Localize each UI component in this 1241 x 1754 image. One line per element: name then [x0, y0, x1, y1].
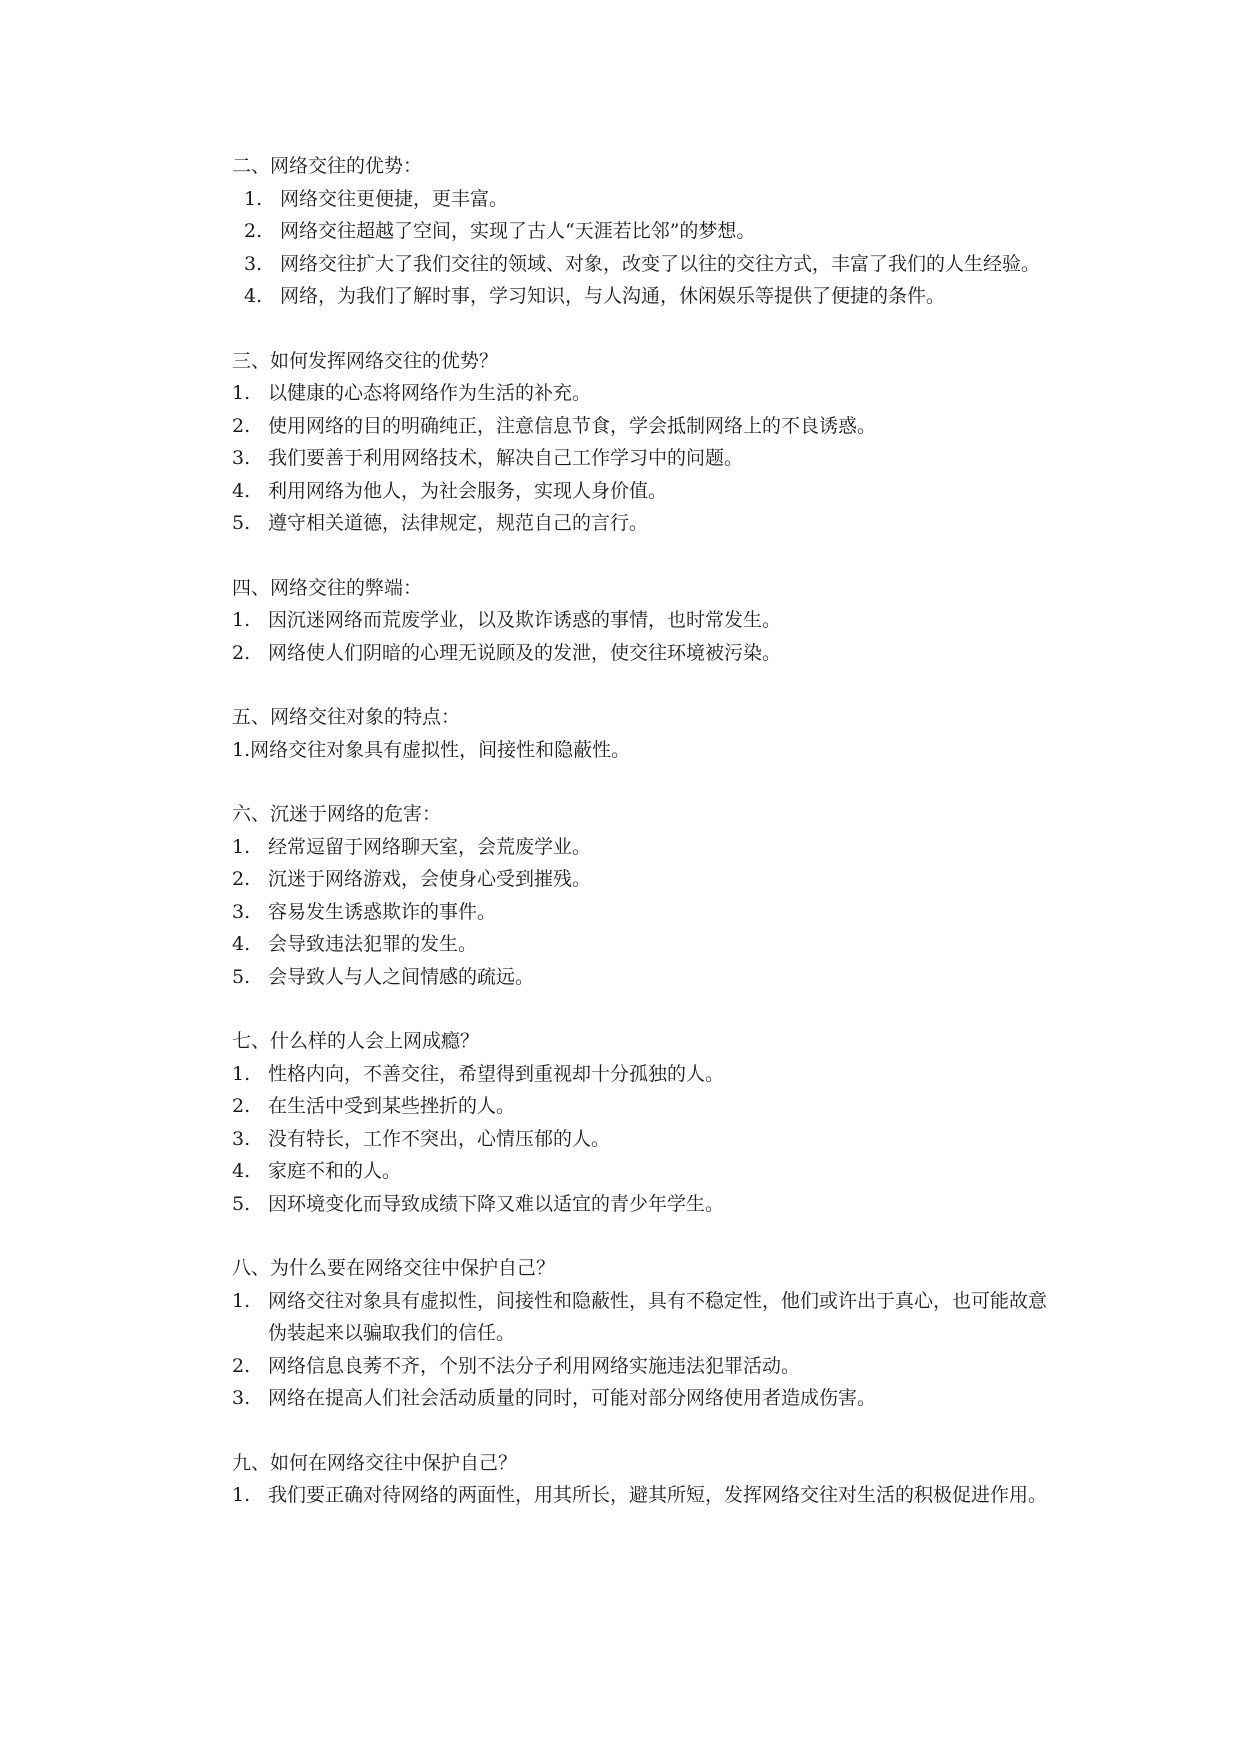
item-text: 网络使人们阴暗的心理无说顾及的发泄，使交往环境被污染。 [268, 641, 782, 664]
section-addiction-prone [232, 1025, 1062, 1220]
section-heading: 八、为什么要在网络交往中保护自己？ [232, 1257, 556, 1279]
section-heading: 六、沉迷于网络的危害： [232, 803, 442, 825]
section-advantages [232, 150, 1062, 313]
list-item [232, 248, 1062, 281]
item-number: 1. [232, 1484, 251, 1506]
section-heading: 七、什么样的人会上网成瘾？ [232, 1030, 480, 1052]
item-text: 家庭不和的人。 [268, 1160, 402, 1182]
item-number: 2. [232, 1354, 251, 1377]
list-item [232, 442, 1062, 475]
item-text: 没有特长，工作不突出，心情压郁的人。 [268, 1127, 611, 1150]
item-text: 以健康的心态将网络作为生活的补充。 [268, 382, 592, 404]
item-text: 我们要正确对待网络的两面性，用其所长，避其所短，发挥网络交往对生活的积极促进作用。 [268, 1484, 1048, 1506]
list-item [232, 1188, 1062, 1221]
item-number: 4. [244, 285, 263, 307]
item-text: 网络交往超越了空间，实现了古人“天涯若比邻”的梦想。 [280, 220, 756, 242]
item-number: 2. [232, 868, 251, 890]
item-text: 容易发生诱惑欺诈的事件。 [268, 900, 497, 923]
plain-item-text: 1.网络交往对象具有虚拟性，间接性和隐蔽性。 [232, 738, 631, 761]
item-text: 网络交往扩大了我们交往的领域、对象，改变了以往的交往方式，丰富了我们的人生经验。 [280, 252, 1041, 275]
list-item [232, 863, 1062, 896]
list-item [232, 1155, 1062, 1188]
item-number: 1. [232, 609, 251, 631]
section-heading: 五、网络交往对象的特点： [232, 706, 461, 728]
list-item [232, 1350, 1062, 1383]
list-item [232, 1382, 1062, 1415]
section-heading: 三、如何发挥网络交往的优势？ [232, 349, 499, 372]
list-item [232, 183, 1062, 216]
list-item [232, 215, 1062, 248]
item-number: 2. [232, 414, 251, 437]
list-item [232, 410, 1062, 443]
section-target-traits [232, 701, 1062, 766]
item-number: 1. [244, 187, 263, 210]
section-how-protect [232, 1447, 1062, 1512]
list-item [232, 475, 1062, 508]
item-text: 因沉迷网络而荒废学业，以及欺诈诱惑的事情，也时常发生。 [268, 609, 782, 631]
section-heading: 九、如何在网络交往中保护自己？ [232, 1451, 518, 1474]
item-text: 沉迷于网络游戏，会使身心受到摧残。 [268, 868, 592, 890]
list-item [232, 1123, 1062, 1156]
list-item [232, 1090, 1062, 1123]
item-number: 5. [232, 1192, 251, 1215]
item-number: 4. [232, 479, 251, 502]
list-item [232, 377, 1062, 410]
section-how-to-use-advantages [232, 345, 1062, 540]
item-number: 2. [244, 220, 263, 242]
section-heading: 四、网络交往的弊端： [232, 576, 423, 599]
list-item [232, 831, 1062, 864]
item-number: 3. [232, 900, 251, 923]
item-text: 遵守相关道德，法律规定，规范自己的言行。 [268, 512, 649, 534]
item-text: 网络交往更便捷，更丰富。 [280, 187, 509, 210]
item-number: 1. [232, 382, 251, 404]
item-text: 经常逗留于网络聊天室，会荒废学业。 [268, 835, 592, 858]
item-text: 网络交往对象具有虚拟性，间接性和隐蔽性，具有不稳定性，他们或许出于真心，也可能故意伪装起来以骗取我们的信任。 [268, 1289, 1048, 1344]
document-content [232, 150, 1062, 1544]
item-number: 5. [232, 965, 251, 988]
item-text: 网络，为我们了解时事，学习知识，与人沟通，休闲娱乐等提供了便捷的条件。 [280, 285, 946, 307]
list-item [232, 507, 1062, 540]
list-item [232, 1479, 1062, 1512]
item-number: 1. [232, 835, 251, 858]
item-text: 我们要善于利用网络技术，解决自己工作学习中的问题。 [268, 447, 744, 469]
section-heading: 二、网络交往的优势： [232, 155, 423, 177]
item-number: 3. [232, 1127, 251, 1150]
list-item [232, 961, 1062, 994]
list-item [232, 928, 1062, 961]
item-text: 网络在提高人们社会活动质量的同时，可能对部分网络使用者造成伤害。 [268, 1387, 877, 1409]
item-text: 会导致违法犯罪的发生。 [268, 933, 478, 955]
item-number: 4. [232, 1160, 251, 1182]
list-item [232, 1058, 1062, 1091]
item-number: 3. [232, 1387, 251, 1409]
section-disadvantages [232, 572, 1062, 670]
item-text: 在生活中受到某些挫折的人。 [268, 1095, 516, 1117]
list-item [232, 1285, 1062, 1350]
item-text: 因环境变化而导致成绩下降又难以适宜的青少年学生。 [268, 1192, 725, 1215]
item-number: 2. [232, 1095, 251, 1117]
item-number: 4. [232, 933, 251, 955]
list-item [232, 280, 1062, 313]
section-why-protect [232, 1252, 1062, 1415]
item-text: 网络信息良莠不齐，个别不法分子利用网络实施违法犯罪活动。 [268, 1354, 801, 1377]
item-text: 性格内向，不善交往，希望得到重视却十分孤独的人。 [268, 1062, 725, 1085]
list-item [232, 637, 1062, 670]
item-number: 2. [232, 641, 251, 664]
item-text: 利用网络为他人，为社会服务，实现人身价值。 [268, 479, 668, 502]
item-number: 1. [232, 1062, 251, 1085]
item-number: 5. [232, 512, 251, 534]
list-item [232, 604, 1062, 637]
list-item [232, 896, 1062, 929]
item-number: 3. [244, 252, 263, 275]
item-text: 会导致人与人之间情感的疏远。 [268, 965, 535, 988]
section-harms [232, 798, 1062, 993]
item-number: 3. [232, 447, 251, 469]
item-number: 1. [232, 1289, 251, 1312]
item-text: 使用网络的目的明确纯正，注意信息节食，学会抵制网络上的不良诱惑。 [268, 414, 877, 437]
